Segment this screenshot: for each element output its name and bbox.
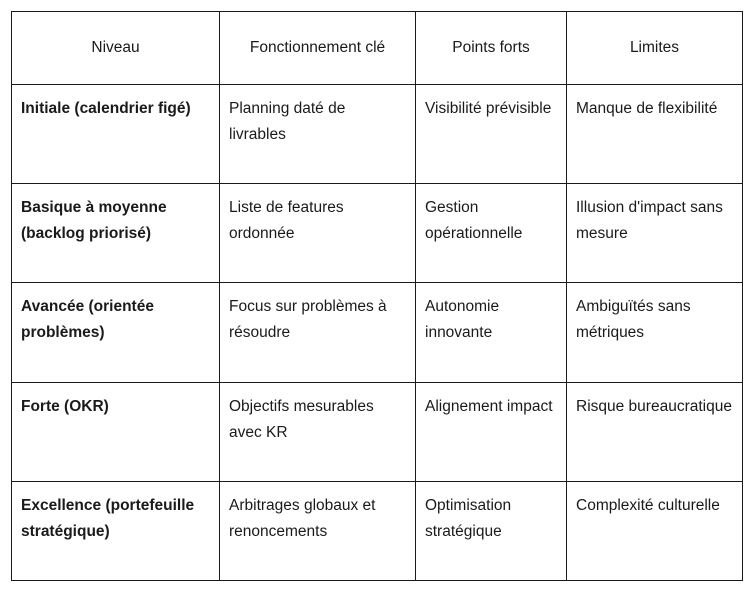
header-points-forts: Points forts — [416, 12, 567, 85]
table-row — [12, 85, 743, 184]
table-row — [12, 382, 743, 481]
cell-niveau: Initiale (calendrier figé) — [12, 85, 220, 184]
cell-limites: Ambiguïtés sans métriques — [567, 283, 743, 382]
cell-points-forts: Alignement impact — [416, 382, 567, 481]
header-row — [12, 12, 743, 85]
cell-limites: Illusion d'impact sans mesure — [567, 184, 743, 283]
header-niveau: Niveau — [12, 12, 220, 85]
cell-niveau: Excellence (portefeuille stratégique) — [12, 481, 220, 580]
cell-points-forts: Autonomie innovante — [416, 283, 567, 382]
header-fonctionnement: Fonctionnement clé — [220, 12, 416, 85]
table-row — [12, 481, 743, 580]
cell-fonctionnement: Objectifs mesurables avec KR — [220, 382, 416, 481]
table-header — [12, 12, 743, 85]
cell-points-forts: Visibilité prévisible — [416, 85, 567, 184]
cell-fonctionnement: Focus sur problèmes à résoudre — [220, 283, 416, 382]
cell-fonctionnement: Liste de features ordonnée — [220, 184, 416, 283]
cell-fonctionnement: Arbitrages globaux et renoncements — [220, 481, 416, 580]
cell-limites: Complexité culturelle — [567, 481, 743, 580]
header-limites: Limites — [567, 12, 743, 85]
cell-points-forts: Gestion opérationnelle — [416, 184, 567, 283]
table-row — [12, 283, 743, 382]
cell-points-forts: Optimisation stratégique — [416, 481, 567, 580]
maturity-table — [11, 11, 743, 581]
cell-limites: Manque de flexibilité — [567, 85, 743, 184]
table-body — [12, 85, 743, 581]
cell-niveau: Avancée (orientée problèmes) — [12, 283, 220, 382]
table-row — [12, 184, 743, 283]
cell-limites: Risque bureaucratique — [567, 382, 743, 481]
cell-niveau: Basique à moyenne (backlog priorisé) — [12, 184, 220, 283]
cell-niveau: Forte (OKR) — [12, 382, 220, 481]
cell-fonctionnement: Planning daté de livrables — [220, 85, 416, 184]
